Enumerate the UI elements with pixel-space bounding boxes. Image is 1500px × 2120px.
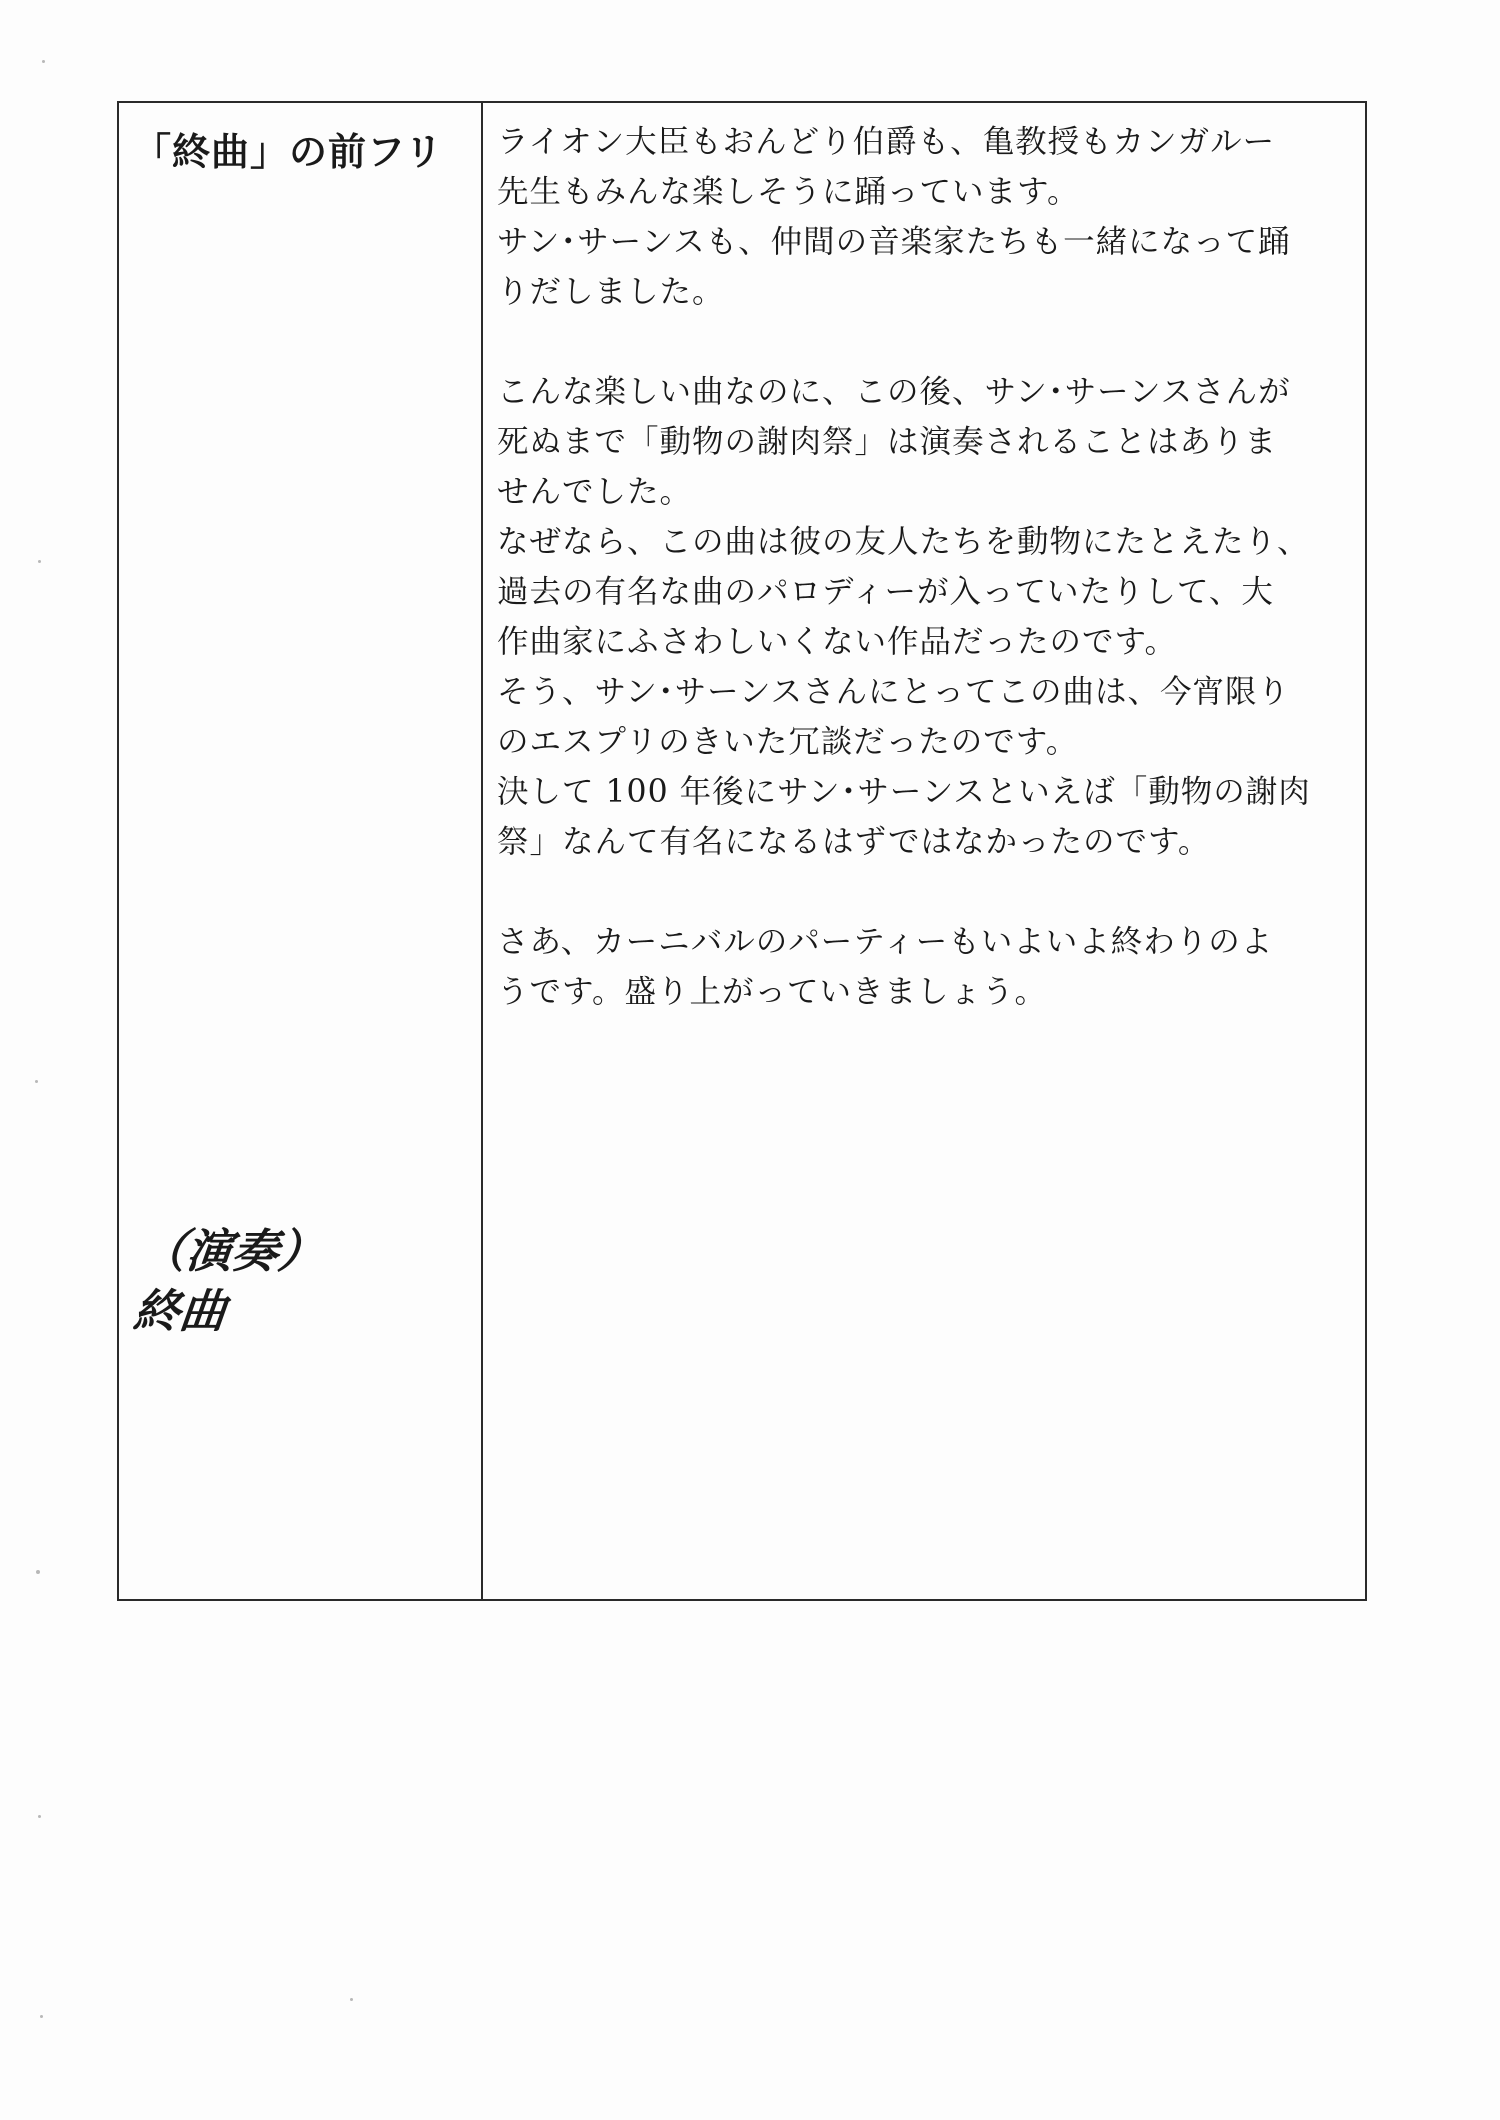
section-label: 「終曲」の前フリ bbox=[133, 130, 444, 174]
narration-line: 祭」なんて有名になるはずではなかったのです。 bbox=[497, 824, 1211, 860]
scan-speck bbox=[350, 1998, 353, 2001]
narration-line: サン･サーンスも、仲間の音楽家たちも一緒になって踊 bbox=[497, 224, 1291, 260]
scan-speck bbox=[42, 60, 45, 63]
narration-line: なぜなら、この曲は彼の友人たちを動物にたとえたり、 bbox=[497, 524, 1310, 560]
paragraph-gap bbox=[497, 867, 1347, 917]
narration-line: せんでした。 bbox=[497, 474, 693, 510]
scan-speck bbox=[35, 1080, 38, 1083]
performance-note: （演奏） bbox=[137, 1224, 327, 1278]
paragraph-gap bbox=[497, 317, 1347, 367]
narration-line: 先生もみんな楽しそうに踊っています。 bbox=[497, 174, 1080, 210]
narration-line: りだしました。 bbox=[497, 274, 725, 310]
narration-line: 死ぬまで「動物の謝肉祭」は演奏されることはありま bbox=[497, 424, 1278, 460]
scan-speck bbox=[38, 1815, 41, 1818]
performance-cue bbox=[131, 1221, 328, 1341]
narration-line: ライオン大臣もおんどり伯爵も、亀教授もカンガルー bbox=[497, 124, 1276, 160]
narration-line: 作曲家にふさわしいくない作品だったのです。 bbox=[497, 624, 1177, 660]
narration-column bbox=[483, 103, 1365, 1599]
scan-speck bbox=[36, 1570, 40, 1574]
narration-line: こんな楽しい曲なのに、この後、サン･サーンスさんが bbox=[497, 374, 1291, 410]
narration-line: 過去の有名な曲のパロディーが入っていたりして、大 bbox=[497, 574, 1274, 610]
script-table bbox=[117, 101, 1367, 1601]
narration-line: そう、サン･サーンスさんにとってこの曲は、今宵限り bbox=[497, 674, 1290, 710]
scan-speck bbox=[40, 2015, 43, 2018]
narration-text bbox=[497, 117, 1347, 1017]
narration-line: のエスプリのきいた冗談だったのです。 bbox=[497, 724, 1079, 760]
scan-speck bbox=[38, 560, 41, 563]
performance-piece: 終曲 bbox=[131, 1284, 229, 1338]
narration-line: うです。盛り上がっていきましょう。 bbox=[497, 974, 1047, 1010]
narration-line: さあ、カーニバルのパーティーもいよいよ終わりのよ bbox=[497, 924, 1274, 960]
cue-column bbox=[119, 103, 483, 1599]
narration-line: 決して 100 年後にサン･サーンスといえば「動物の謝肉 bbox=[497, 774, 1311, 810]
